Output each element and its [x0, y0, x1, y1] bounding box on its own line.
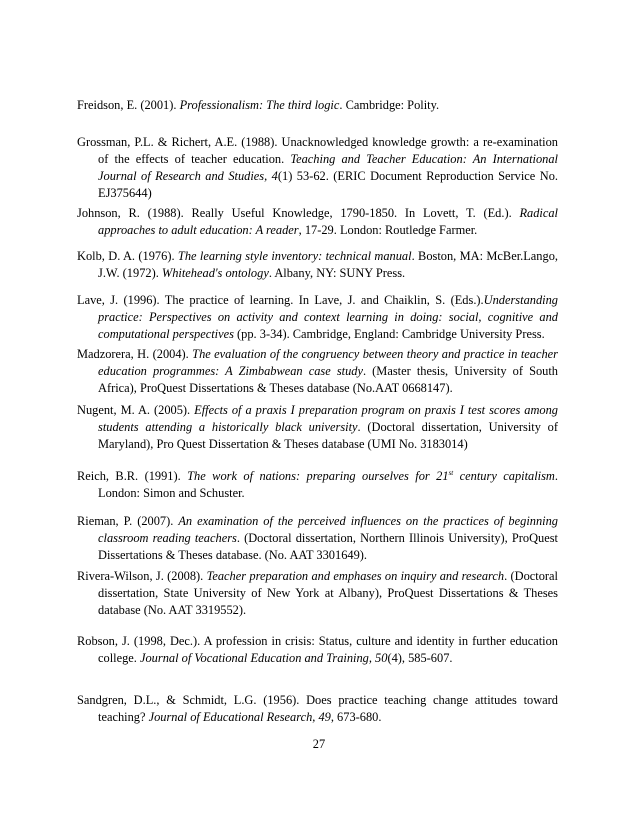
reference-text: . Boston, MA: McBer.Lango, J.W. (1972). — [98, 249, 558, 280]
reference-italic-text: The learning style inventory: technical manual — [177, 249, 412, 263]
reference-italic-text: Effects of a praxis I preparation program on praxis I test scores among students attending a historically black university — [98, 403, 558, 434]
reference-text: . (Master thesis, University of South Africa), ProQuest Dissertations & Theses database (No.AAT 0668147). — [98, 364, 558, 395]
reference-grossman — [77, 134, 558, 202]
reference-madzorera — [77, 346, 558, 397]
reference-text: . Albany, NY: SUNY Press. — [268, 266, 406, 280]
reference-text: Freidson, E. (2001). — [77, 98, 180, 112]
reference-italic-text: Professionalism: The third logic — [179, 98, 340, 112]
reference-text: Rieman, P. (2007). — [77, 514, 179, 528]
reference-text: . Cambridge: Polity. — [339, 98, 440, 112]
reference-italic-text: st — [448, 468, 454, 477]
reference-text: . (Doctoral dissertation, State University of New York at Albany), ProQuest Dissertations & Theses database (No. AAT 3319552). — [98, 569, 558, 617]
reference-text: Reich, B.R. (1991). — [77, 469, 188, 483]
reference-text: . London: Simon and Schuster. — [98, 469, 558, 500]
reference-text: Kolb, D. A. (1976). — [77, 249, 178, 263]
reference-text: Grossman, P.L. & Richert, A.E. (1988). Unacknowledged knowledge growth: a re-examination of the effects of teacher education. — [77, 135, 558, 166]
reference-italic-text: Journal of Educational Research, 49 — [148, 710, 331, 724]
reference-italic-text: Radical approaches to adult education: A reader — [98, 206, 558, 237]
reference-italic-text: Journal of Vocational Education and Training, 50 — [139, 651, 388, 665]
reference-text: Madzorera, H. (2004). — [77, 347, 193, 361]
reference-text: (4), 585-607. — [387, 651, 453, 665]
reference-freidson — [77, 97, 558, 114]
reference-kolb — [77, 248, 558, 282]
reference-italic-text: Teaching and Teacher Education: An International Journal of Research and Studies, 4 — [98, 152, 559, 183]
reference-italic-text: The work of nations: preparing ourselves for 21 — [187, 469, 449, 483]
reference-text: (1) 53-62. (ERIC Document Reproduction Service No. EJ375644) — [98, 169, 558, 200]
reference-lave — [77, 292, 558, 343]
reference-text: , 673-680. — [330, 710, 382, 724]
reference-text: . (Doctoral dissertation, Northern Illinois University), ProQuest Dissertations & Theses database. (No. AAT 3301649). — [98, 531, 558, 562]
reference-johnson — [77, 205, 558, 239]
reference-robson — [77, 633, 558, 667]
reference-italic-text: Whitehead's ontology — [161, 266, 269, 280]
reference-italic-text: An examination of the perceived influences on the practices of beginning classroom reading teachers — [98, 514, 558, 545]
reference-italic-text: Understanding practice: Perspectives on activity and context learning in doing: social, cognitive and computational perspectives — [98, 293, 558, 341]
reference-text: , 17-29. London: Routledge Farmer. — [298, 223, 478, 237]
reference-sandgren — [77, 692, 558, 726]
reference-italic-text: century capitalism — [453, 469, 555, 483]
reference-text: (pp. 3-34). Cambridge, England: Cambridge University Press. — [233, 327, 545, 341]
reference-text: . (Doctoral dissertation, University of Maryland), Pro Quest Dissertation & Theses database (UMI No. 3183014) — [98, 420, 558, 451]
reference-text: Rivera-Wilson, J. (2008). — [77, 569, 207, 583]
reference-italic-text: The evaluation of the congruency between theory and practice in teacher education programmes: A Zimbabwean case study — [98, 347, 558, 378]
reference-rieman — [77, 513, 558, 564]
reference-text: Lave, J. (1996). The practice of learning. In Lave, J. and Chaiklin, S. (Eds.). — [77, 293, 484, 307]
reference-nugent — [77, 402, 558, 453]
page-number: 27 — [312, 737, 326, 751]
reference-rivera — [77, 568, 558, 619]
reference-text: Nugent, M. A. (2005). — [77, 403, 195, 417]
reference-italic-text: Teacher preparation and emphases on inquiry and research — [206, 569, 505, 583]
reference-text: Robson, J. (1998, Dec.). A profession in crisis: Status, culture and identity in further education college. — [77, 634, 558, 665]
reference-text: Sandgren, D.L., & Schmidt, L.G. (1956). Does practice teaching change attitudes toward teaching? — [77, 693, 558, 724]
reference-reich — [77, 468, 558, 502]
reference-text: Johnson, R. (1988). Really Useful Knowledge, 1790-1850. In Lovett, T. (Ed.). — [77, 206, 520, 220]
